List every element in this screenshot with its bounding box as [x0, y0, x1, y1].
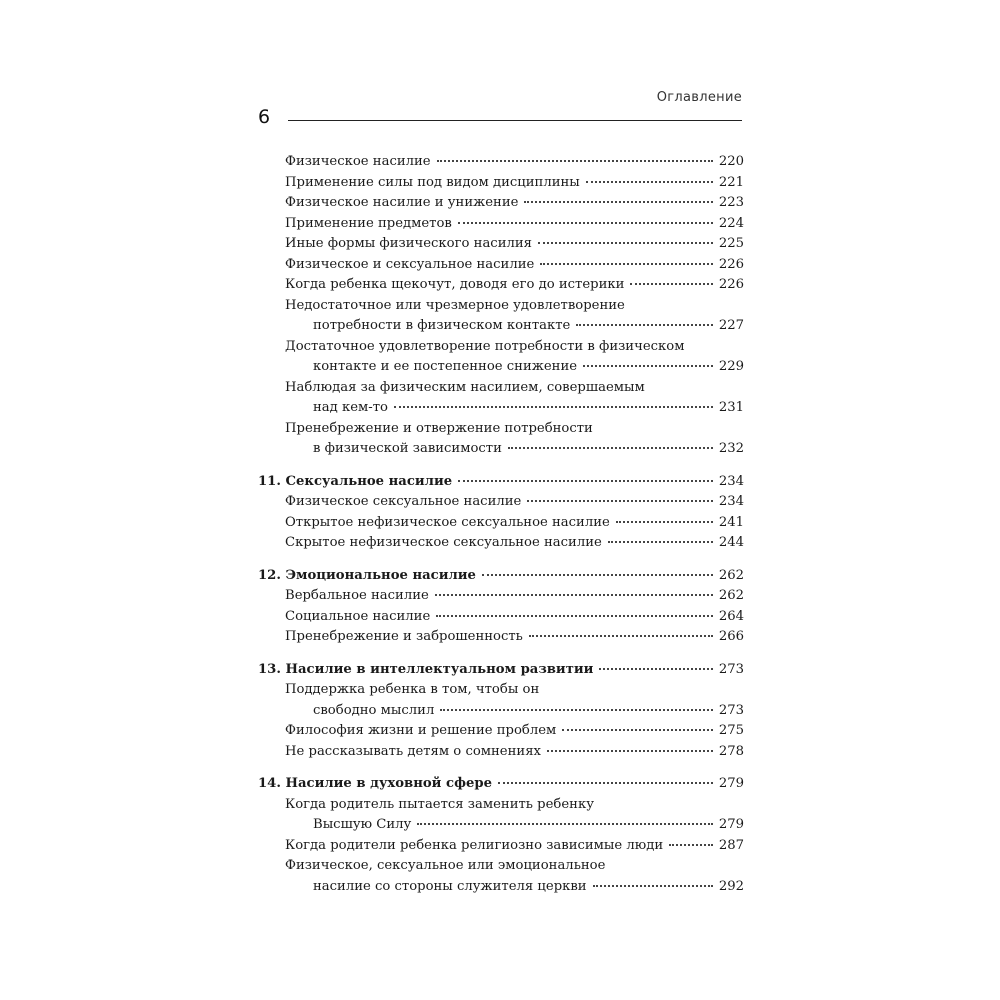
- toc-entry-title: Когда родители ребенка религиозно зависимые люди: [285, 837, 664, 853]
- toc-entry-page: 221: [718, 174, 744, 190]
- dot-leader: [576, 324, 713, 326]
- dot-leader: [435, 594, 713, 596]
- toc-entry: [258, 877, 744, 898]
- toc-entry: [258, 815, 744, 836]
- toc-entry-page: 279: [718, 817, 744, 832]
- toc-entry: [258, 255, 744, 276]
- toc-entry-title: Социальное насилие: [285, 608, 431, 624]
- dot-leader: [482, 574, 713, 576]
- toc-entry: [258, 492, 744, 513]
- toc-entry-title: Физическое насилие: [285, 154, 431, 169]
- dot-leader: [529, 635, 713, 637]
- toc-entry-title-line2: свободно мыслил: [313, 702, 435, 718]
- dot-leader: [608, 541, 713, 543]
- toc-chapter-13: [258, 660, 744, 763]
- toc-entry: [258, 357, 744, 378]
- dot-leader: [458, 222, 713, 224]
- toc-entry-title-line1: Поддержка ребенка в том, чтобы он: [285, 682, 540, 697]
- toc-chapter-heading: [258, 472, 744, 493]
- toc-entry: [258, 234, 744, 255]
- toc-entry-title-line2: насилие со стороны служителя церкви: [313, 878, 587, 894]
- toc-entry-title-line1: Достаточное удовлетворение потребности в физическом: [285, 338, 685, 354]
- toc-entry: [258, 152, 744, 173]
- toc-entry-title: Философия жизни и решение проблем: [285, 723, 557, 738]
- toc-entry-title: Применение силы под видом дисциплины: [285, 174, 580, 190]
- dot-leader: [437, 160, 713, 162]
- toc-entry: [258, 398, 744, 419]
- toc-entry-title-line2: контакте и ее постепенное снижение: [313, 359, 578, 374]
- dot-leader: [394, 406, 713, 408]
- toc-entry-title-line1: Пренебрежение и отвержение потребности: [285, 420, 593, 436]
- dot-leader: [669, 844, 713, 846]
- toc-entry-page: 227: [718, 318, 744, 333]
- dot-leader: [458, 480, 713, 482]
- toc-entry: [258, 836, 744, 857]
- toc-entry-page: 223: [718, 195, 744, 210]
- dot-leader: [417, 823, 713, 825]
- dot-leader: [630, 283, 712, 285]
- toc-chapter-title: 12. Эмоциональное насилие: [258, 567, 476, 583]
- toc-entry-page: 292: [718, 878, 744, 894]
- toc-chapter-page: 273: [718, 661, 744, 677]
- toc-entry-title-line2: в физической зависимости: [313, 441, 502, 456]
- toc-entry-title-line1: Наблюдая за физическим насилием, совершаемым: [285, 379, 645, 395]
- toc-entry: [258, 607, 744, 628]
- dot-leader: [524, 201, 712, 203]
- toc-entry-page: 225: [718, 236, 744, 251]
- toc-entry-page: 220: [718, 154, 744, 169]
- dot-leader: [562, 729, 713, 731]
- toc-entry-page: 264: [718, 608, 744, 624]
- toc-chapter-heading: [258, 566, 744, 587]
- header-rule: [288, 120, 742, 121]
- toc-entry-title: Открытое нефизическое сексуальное насилие: [285, 514, 610, 530]
- toc-chapter-heading: [258, 774, 744, 795]
- dot-leader: [540, 263, 713, 265]
- toc-chapter-heading: [258, 660, 744, 681]
- toc-chapter-title: 14. Насилие в духовной сфере: [258, 776, 492, 791]
- toc-chapter-11: [258, 472, 744, 554]
- toc-entry-title: Скрытое нефизическое сексуальное насилие: [285, 535, 602, 550]
- toc-entry: [258, 193, 744, 214]
- toc-entry: [258, 742, 744, 763]
- toc-entry-title-line1: Когда родитель пытается заменить ребенку: [285, 796, 594, 812]
- toc-entry-title: Физическое сексуальное насилие: [285, 494, 522, 509]
- toc-chapter-page: 279: [718, 776, 744, 791]
- dot-leader: [436, 615, 713, 617]
- toc-entry-page: 231: [718, 400, 744, 415]
- toc-entry-title: Применение предметов: [285, 215, 452, 231]
- toc-chapter-14: [258, 774, 744, 897]
- toc-entry: [258, 721, 744, 742]
- dot-leader: [583, 365, 713, 367]
- toc-entry-page: 226: [718, 277, 744, 292]
- toc-entry-title-line1: Физическое, сексуальное или эмоциональное: [285, 858, 606, 873]
- toc-entry-page: 234: [718, 494, 744, 509]
- table-of-contents: [258, 152, 744, 909]
- toc-entry-page: 266: [718, 629, 744, 644]
- toc-entry-page: 287: [718, 837, 744, 853]
- toc-entry-page: 273: [718, 702, 744, 718]
- toc-chapter-page: 234: [718, 473, 744, 489]
- toc-entry-page: 244: [718, 535, 744, 550]
- toc-entry: [258, 173, 744, 194]
- dot-leader: [498, 782, 713, 784]
- toc-chapter-title: 11. Сексуальное насилие: [258, 473, 453, 489]
- toc-entry-title: Пренебрежение и заброшенность: [285, 629, 523, 644]
- toc-entry: [258, 586, 744, 607]
- running-head: Оглавление: [656, 90, 742, 105]
- toc-entry: [258, 214, 744, 235]
- toc-entry-title: Когда ребенка щекочут, доводя его до истерики: [285, 277, 625, 292]
- toc-entry: [258, 275, 744, 296]
- toc-chapter-page: 262: [718, 567, 744, 583]
- toc-entry: [258, 627, 744, 648]
- toc-section-physical: [258, 152, 744, 460]
- dot-leader: [440, 709, 712, 711]
- dot-leader: [547, 750, 713, 752]
- toc-entry: [258, 316, 744, 337]
- toc-entry: [258, 439, 744, 460]
- toc-entry: [258, 533, 744, 554]
- toc-entry-page: 278: [718, 743, 744, 759]
- toc-entry-title-line1: Недостаточное или чрезмерное удовлетворение: [285, 297, 625, 313]
- toc-entry-page: 229: [718, 359, 744, 374]
- toc-chapter-12: [258, 566, 744, 648]
- toc-entry-page: 241: [718, 514, 744, 530]
- dot-leader: [586, 181, 713, 183]
- toc-entry-page: 224: [718, 215, 744, 231]
- toc-entry-title: Физическое насилие и унижение: [285, 195, 519, 210]
- toc-entry-page: 232: [718, 441, 744, 456]
- toc-entry-title: Вербальное насилие: [285, 588, 429, 603]
- toc-chapter-title: 13. Насилие в интеллектуальном развитии: [258, 661, 594, 677]
- dot-leader: [593, 885, 713, 887]
- page-number: 6: [258, 106, 271, 128]
- toc-entry-page: 275: [718, 723, 744, 738]
- toc-entry-page: 226: [718, 256, 744, 272]
- dot-leader: [508, 447, 713, 449]
- dot-leader: [599, 668, 712, 670]
- dot-leader: [616, 521, 713, 523]
- toc-entry: [258, 701, 744, 722]
- dot-leader: [527, 500, 713, 502]
- toc-entry-title: Физическое и сексуальное насилие: [285, 256, 535, 272]
- toc-entry-title-line2: Высшую Силу: [313, 817, 412, 832]
- toc-entry-title: Не рассказывать детям о сомнениях: [285, 743, 541, 759]
- toc-entry-title-line2: потребности в физическом контакте: [313, 318, 571, 333]
- toc-entry-page: 262: [718, 588, 744, 603]
- toc-entry-title: Иные формы физического насилия: [285, 236, 532, 251]
- toc-entry: [258, 513, 744, 534]
- dot-leader: [538, 242, 713, 244]
- toc-entry-title-line2: над кем-то: [313, 400, 388, 415]
